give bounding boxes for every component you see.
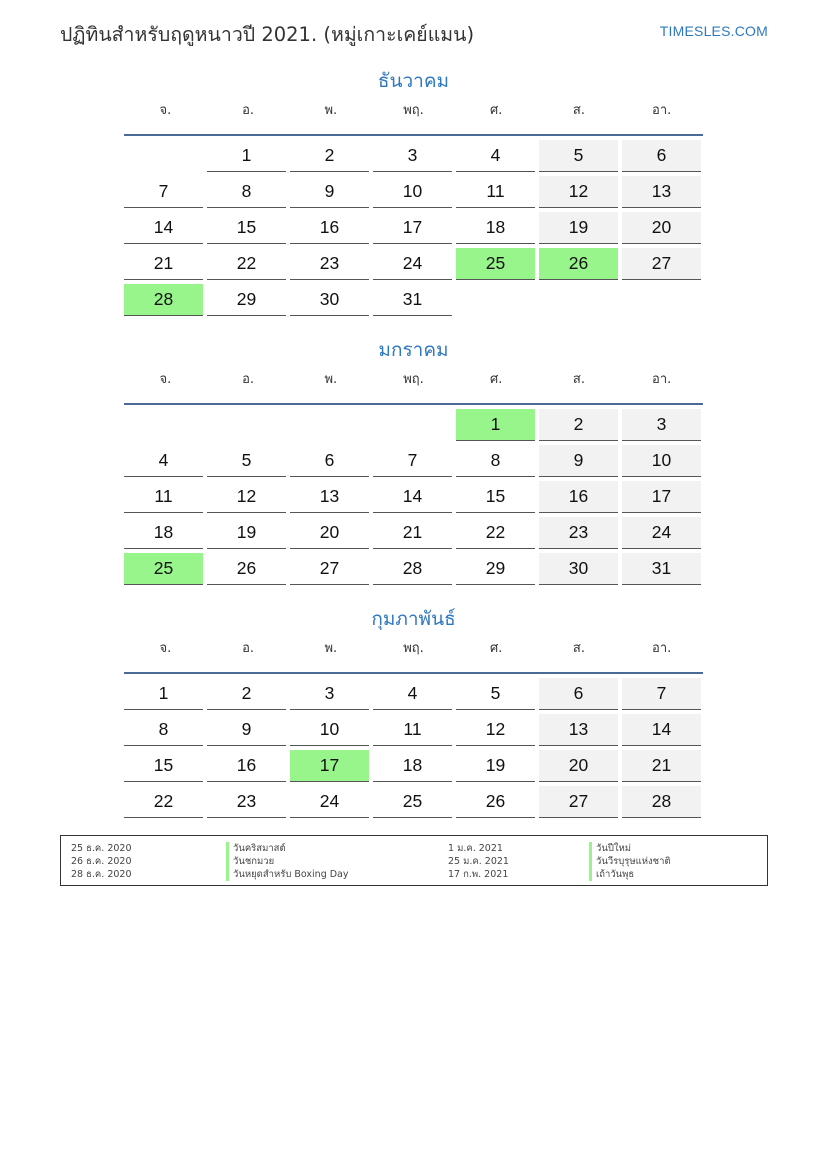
weekday-label: พ. xyxy=(324,372,338,387)
weekday-label: พ. xyxy=(324,641,338,656)
page-title: ปฏิทินสำหรับฤดูหนาวปี 2021. (หมู่เกาะเคย์แมน) xyxy=(60,23,475,46)
day-cell: 22 xyxy=(207,248,286,280)
day-cell: 3 xyxy=(290,678,369,710)
day-cell: 28 xyxy=(622,786,701,818)
weekday-label: อ. xyxy=(242,641,255,656)
day-cell: 18 xyxy=(124,517,203,549)
legend-dates-right xyxy=(448,842,509,881)
day-cell: 27 xyxy=(622,248,701,280)
day-cell: 1 xyxy=(456,409,535,441)
weekday-label: พ. xyxy=(324,103,338,118)
month-february xyxy=(124,604,703,822)
weekday-label: อ. xyxy=(242,103,255,118)
day-cell: 26 xyxy=(456,786,535,818)
day-cell: 13 xyxy=(622,176,701,208)
day-cell: 12 xyxy=(456,714,535,746)
day-cell: 2 xyxy=(207,678,286,710)
day-cell: 19 xyxy=(456,750,535,782)
day-cell: 14 xyxy=(622,714,701,746)
day-cell: 25 xyxy=(124,553,203,585)
day-cell: 8 xyxy=(456,445,535,477)
day-cell: 19 xyxy=(539,212,618,244)
day-cell: 9 xyxy=(539,445,618,477)
day-cell: 14 xyxy=(373,481,452,513)
day-cell: 29 xyxy=(456,553,535,585)
day-cell: 28 xyxy=(373,553,452,585)
day-cell: 21 xyxy=(622,750,701,782)
day-cell: 3 xyxy=(622,409,701,441)
day-grid xyxy=(124,405,705,589)
day-cell: 29 xyxy=(207,284,286,316)
empty-cell xyxy=(207,409,286,441)
month-name: กุมภาพันธ์ xyxy=(371,608,456,630)
day-cell: 23 xyxy=(290,248,369,280)
legend-holiday-name: วันหยุดสำหรับ Boxing Day xyxy=(226,868,349,881)
day-cell: 13 xyxy=(539,714,618,746)
legend-holiday-name: เถ้าวันพุธ xyxy=(589,868,671,881)
day-cell: 8 xyxy=(124,714,203,746)
day-cell: 11 xyxy=(456,176,535,208)
day-cell: 30 xyxy=(539,553,618,585)
day-cell: 16 xyxy=(207,750,286,782)
day-cell: 10 xyxy=(290,714,369,746)
weekday-label: ส. xyxy=(572,103,585,118)
month-january xyxy=(124,335,703,589)
legend-date: 28 ธ.ค. 2020 xyxy=(71,869,132,880)
day-cell: 18 xyxy=(373,750,452,782)
day-cell: 25 xyxy=(456,248,535,280)
day-cell: 17 xyxy=(373,212,452,244)
day-cell: 26 xyxy=(539,248,618,280)
day-cell: 12 xyxy=(207,481,286,513)
day-cell: 30 xyxy=(290,284,369,316)
day-cell: 21 xyxy=(124,248,203,280)
day-cell: 6 xyxy=(539,678,618,710)
day-cell: 21 xyxy=(373,517,452,549)
day-cell: 4 xyxy=(456,140,535,172)
day-cell: 27 xyxy=(539,786,618,818)
day-cell: 18 xyxy=(456,212,535,244)
day-cell: 5 xyxy=(207,445,286,477)
holiday-legend xyxy=(60,835,768,886)
weekday-label: อา. xyxy=(652,372,672,387)
empty-cell xyxy=(456,284,535,316)
day-cell: 16 xyxy=(539,481,618,513)
weekday-label: พฤ. xyxy=(403,372,424,387)
day-cell: 2 xyxy=(539,409,618,441)
day-cell: 13 xyxy=(290,481,369,513)
legend-date: 25 ม.ค. 2021 xyxy=(448,856,509,867)
weekday-label: จ. xyxy=(159,372,172,387)
month-name: ธันวาคม xyxy=(377,70,450,92)
day-cell: 24 xyxy=(290,786,369,818)
day-cell: 31 xyxy=(373,284,452,316)
month-december xyxy=(124,66,703,320)
weekday-label: พฤ. xyxy=(403,641,424,656)
site-link[interactable]: TIMESLES.COM xyxy=(659,23,768,39)
day-cell: 23 xyxy=(207,786,286,818)
weekday-header xyxy=(124,634,703,674)
day-cell: 7 xyxy=(622,678,701,710)
legend-date: 1 ม.ค. 2021 xyxy=(448,843,503,854)
day-cell: 17 xyxy=(622,481,701,513)
day-cell: 11 xyxy=(124,481,203,513)
legend-holiday-name: วันวีรบุรุษแห่งชาติ xyxy=(589,855,671,868)
day-cell: 19 xyxy=(207,517,286,549)
day-cell: 15 xyxy=(207,212,286,244)
legend-dates-left xyxy=(71,842,132,881)
weekday-label: พฤ. xyxy=(403,103,424,118)
legend-names-right xyxy=(589,842,671,881)
day-cell: 24 xyxy=(622,517,701,549)
empty-cell xyxy=(124,140,203,172)
day-cell: 17 xyxy=(290,750,369,782)
weekday-label: ศ. xyxy=(490,372,503,387)
day-cell: 24 xyxy=(373,248,452,280)
day-cell: 22 xyxy=(456,517,535,549)
empty-cell xyxy=(622,284,701,316)
day-cell: 25 xyxy=(373,786,452,818)
weekday-label: ศ. xyxy=(490,641,503,656)
legend-date: 25 ธ.ค. 2020 xyxy=(71,843,132,854)
day-cell: 4 xyxy=(124,445,203,477)
legend-names-left xyxy=(226,842,349,881)
day-cell: 6 xyxy=(622,140,701,172)
day-cell: 15 xyxy=(456,481,535,513)
day-cell: 10 xyxy=(373,176,452,208)
day-cell: 27 xyxy=(290,553,369,585)
weekday-label: อา. xyxy=(652,641,672,656)
weekday-label: ส. xyxy=(572,641,585,656)
day-cell: 20 xyxy=(539,750,618,782)
day-cell: 4 xyxy=(373,678,452,710)
day-cell: 20 xyxy=(290,517,369,549)
day-cell: 8 xyxy=(207,176,286,208)
day-cell: 23 xyxy=(539,517,618,549)
day-cell: 28 xyxy=(124,284,203,316)
day-cell: 14 xyxy=(124,212,203,244)
day-cell: 16 xyxy=(290,212,369,244)
day-cell: 2 xyxy=(290,140,369,172)
weekday-label: อา. xyxy=(652,103,672,118)
day-cell: 5 xyxy=(456,678,535,710)
weekday-label: อ. xyxy=(242,372,255,387)
empty-cell xyxy=(539,284,618,316)
day-cell: 7 xyxy=(124,176,203,208)
day-cell: 3 xyxy=(373,140,452,172)
weekday-header xyxy=(124,96,703,136)
legend-holiday-name: วันปีใหม่ xyxy=(589,842,671,855)
weekday-header xyxy=(124,365,703,405)
day-grid xyxy=(124,674,705,822)
month-name: มกราคม xyxy=(378,339,449,361)
day-cell: 7 xyxy=(373,445,452,477)
empty-cell xyxy=(124,409,203,441)
day-cell: 1 xyxy=(124,678,203,710)
day-cell: 20 xyxy=(622,212,701,244)
day-grid xyxy=(124,136,705,320)
day-cell: 15 xyxy=(124,750,203,782)
legend-date: 17 ก.พ. 2021 xyxy=(448,869,509,880)
weekday-label: ศ. xyxy=(490,103,503,118)
empty-cell xyxy=(290,409,369,441)
day-cell: 12 xyxy=(539,176,618,208)
day-cell: 10 xyxy=(622,445,701,477)
day-cell: 22 xyxy=(124,786,203,818)
day-cell: 26 xyxy=(207,553,286,585)
day-cell: 31 xyxy=(622,553,701,585)
weekday-label: จ. xyxy=(159,103,172,118)
weekday-label: จ. xyxy=(159,641,172,656)
day-cell: 9 xyxy=(290,176,369,208)
day-cell: 9 xyxy=(207,714,286,746)
day-cell: 1 xyxy=(207,140,286,172)
legend-holiday-name: วันชกมวย xyxy=(226,855,349,868)
legend-holiday-name: วันคริสมาสต์ xyxy=(226,842,349,855)
day-cell: 5 xyxy=(539,140,618,172)
day-cell: 6 xyxy=(290,445,369,477)
weekday-label: ส. xyxy=(572,372,585,387)
empty-cell xyxy=(373,409,452,441)
day-cell: 11 xyxy=(373,714,452,746)
legend-date: 26 ธ.ค. 2020 xyxy=(71,856,132,867)
